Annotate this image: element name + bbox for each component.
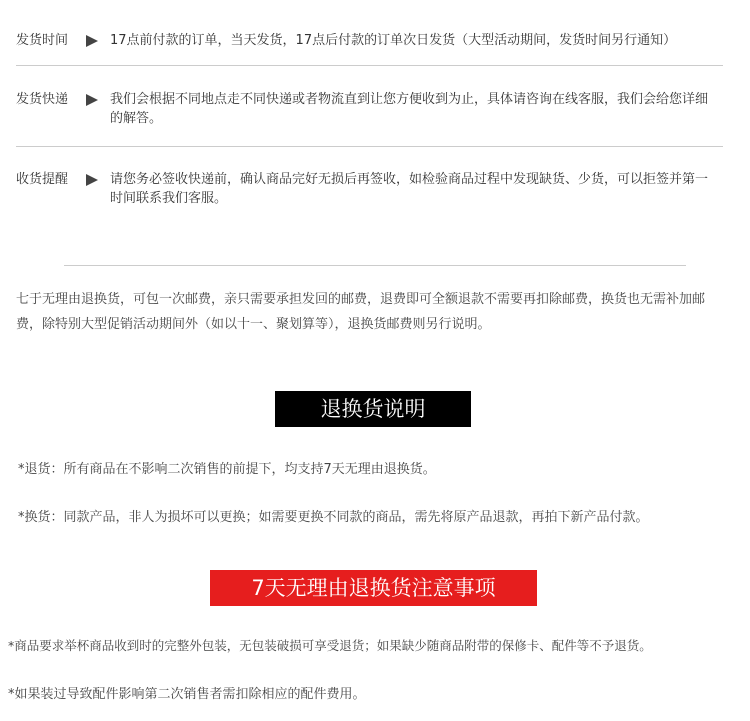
shipping-row-text: 17点前付款的订单，当天发货，17点后付款的订单次日发货（大型活动期间，发货时间另行通知） [110,33,677,48]
arrow-right-icon [86,35,98,47]
policy-paragraph: 七于无理由退换货，可包一次邮费，亲只需要承担发回的邮费，退费即可全额退款不需要再扣除邮费，换货也无需补加邮费，除特别大型促销活动期间外（如以十一、聚划算等），退换货邮费则另行说明。 [16,292,706,332]
exchange-item: *换货：同款产品，非人为损坏可以更换；如需要更换不同款的商品，需先将原产品退款，再拍下新产品付款。 [18,510,649,525]
divider [64,265,686,266]
notice-item: *商品要求举杯商品收到时的完整外包装，无包装破损可享受退货；如果缺少随商品附带的保修卡、配件等不予退货。 [8,638,652,653]
return-item: *退货：所有商品在不影响二次销售的前提下，均支持7天无理由退换货。 [18,462,436,477]
notice-item: *如果装过导致配件影响第二次销售者需扣除相应的配件费用。 [8,687,366,702]
shipping-row-text: 请您务必签收快递前，确认商品完好无损后再签收，如检验商品过程中发现缺货、少货，可以拒签并第一时间联系我们客服。 [110,172,709,206]
divider [16,65,723,66]
arrow-right-icon [86,94,98,106]
notice-banner: 7天无理由退换货注意事项 [210,570,537,606]
shipping-row-label: 发货快递 [16,92,69,107]
shipping-row-label: 收货提醒 [16,172,69,187]
return-banner: 退换货说明 [275,391,471,427]
shipping-row-text: 我们会根据不同地点走不同快递或者物流直到让您方便收到为止，具体请咨询在线客服，我们会给您详细的解答。 [110,92,709,126]
arrow-right-icon [86,174,98,186]
shipping-row-label: 发货时间 [16,33,69,48]
divider [16,146,723,147]
